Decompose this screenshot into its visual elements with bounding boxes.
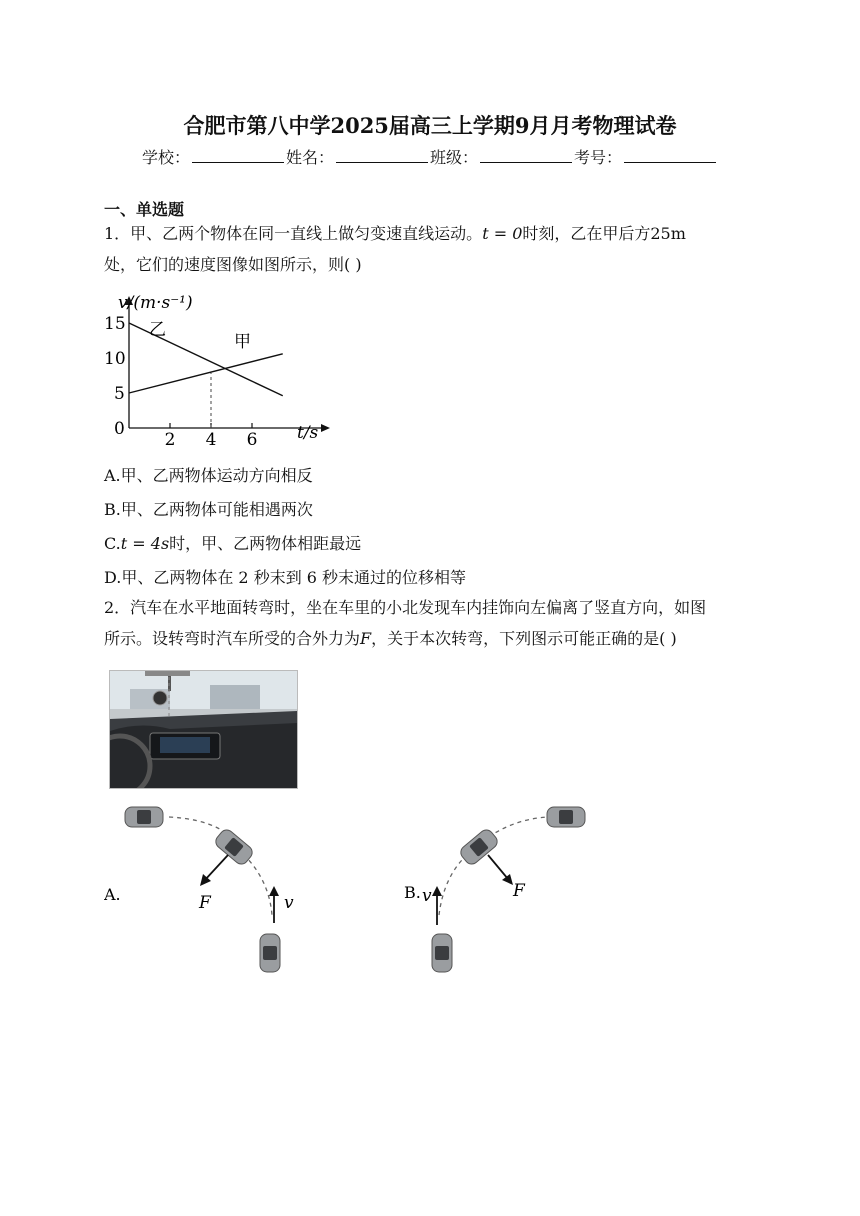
velocity-arrowhead-icon — [432, 886, 442, 896]
x-axis-label: t/s — [297, 423, 319, 443]
y-tick-label-5: 5 — [114, 384, 125, 404]
q2-stem-line2: 所示。设转弯时汽车所受的合外力为F，关于本次转弯，下列图示可能正确的是( ) — [104, 629, 677, 648]
q2-stem — [104, 592, 764, 654]
q2-option-b-diagram[interactable] — [404, 795, 604, 987]
x-tick-label-6: 6 — [246, 430, 258, 450]
series-label-jia: 甲 — [234, 332, 251, 352]
x-tick-label-4: 4 — [205, 430, 217, 450]
force-arrow — [204, 855, 228, 881]
class-blank[interactable] — [480, 148, 572, 163]
q1-option-d[interactable]: D.甲、乙两物体在 2 秒末到 6 秒末通过的位移相等 — [104, 568, 467, 587]
x-axis-arrow-icon — [321, 424, 330, 432]
q2-option-a-diagram[interactable] — [104, 795, 344, 987]
q1-option-b[interactable]: B.甲、乙两物体可能相遇两次 — [104, 500, 313, 519]
car-top-icon — [432, 934, 452, 972]
force-arrowhead-icon — [502, 874, 513, 885]
class-label: 班级： — [430, 148, 479, 167]
car-interior-photo — [109, 670, 298, 789]
student-info-line — [0, 145, 860, 168]
q1-stem — [104, 218, 764, 280]
car-top-icon — [125, 807, 163, 827]
curved-path-b — [439, 817, 549, 915]
y-tick-label-10: 10 — [104, 349, 126, 369]
y-tick-label-15: 15 — [104, 314, 126, 334]
q1-option-c[interactable]: C.t = 4s时，甲、乙两物体相距最远 — [104, 534, 362, 553]
q1-stem-line2: 处，它们的速度图像如图所示，则( ) — [104, 255, 362, 274]
name-label: 姓名： — [285, 148, 334, 167]
q1-vt-graph — [104, 290, 340, 450]
exam-no-blank[interactable] — [624, 148, 716, 163]
car-top-icon — [547, 807, 585, 827]
x-tick-label-2: 2 — [164, 430, 176, 450]
q1-option-a[interactable]: A.甲、乙两物体运动方向相反 — [104, 466, 313, 485]
y-axis-label: v/(m·s⁻¹) — [118, 293, 193, 313]
option-b-label: B. — [404, 883, 421, 902]
curved-path-a — [169, 817, 272, 915]
force-label: F — [513, 881, 525, 901]
exam-no-label: 考号： — [574, 148, 623, 167]
force-arrow — [488, 855, 508, 879]
force-label: F — [199, 893, 211, 913]
series-label-yi: 乙 — [149, 320, 166, 340]
velocity-arrowhead-icon — [269, 886, 279, 896]
origin-label: 0 — [114, 419, 125, 439]
name-blank[interactable] — [336, 148, 428, 163]
velocity-label: v — [284, 893, 294, 913]
school-blank[interactable] — [192, 148, 284, 163]
option-a-label: A. — [104, 885, 121, 904]
q1-stem-line1: 1．甲、乙两个物体在同一直线上做匀变速直线运动。t = 0时刻，乙在甲后方25m — [104, 224, 686, 243]
car-top-icon — [260, 934, 280, 972]
velocity-label: v — [422, 886, 432, 906]
page-title: 合肥市第八中学2025届高三上学期9月月考物理试卷 — [183, 113, 677, 138]
q2-stem-line1: 2．汽车在水平地面转弯时，坐在车里的小北发现车内挂饰向左偏离了竖直方向，如图 — [104, 598, 707, 617]
q1-t0: t = 0 — [482, 224, 523, 243]
section-heading: 一、单选题 — [104, 200, 185, 219]
school-label: 学校： — [141, 148, 190, 167]
car-interior-illustration — [110, 671, 297, 788]
